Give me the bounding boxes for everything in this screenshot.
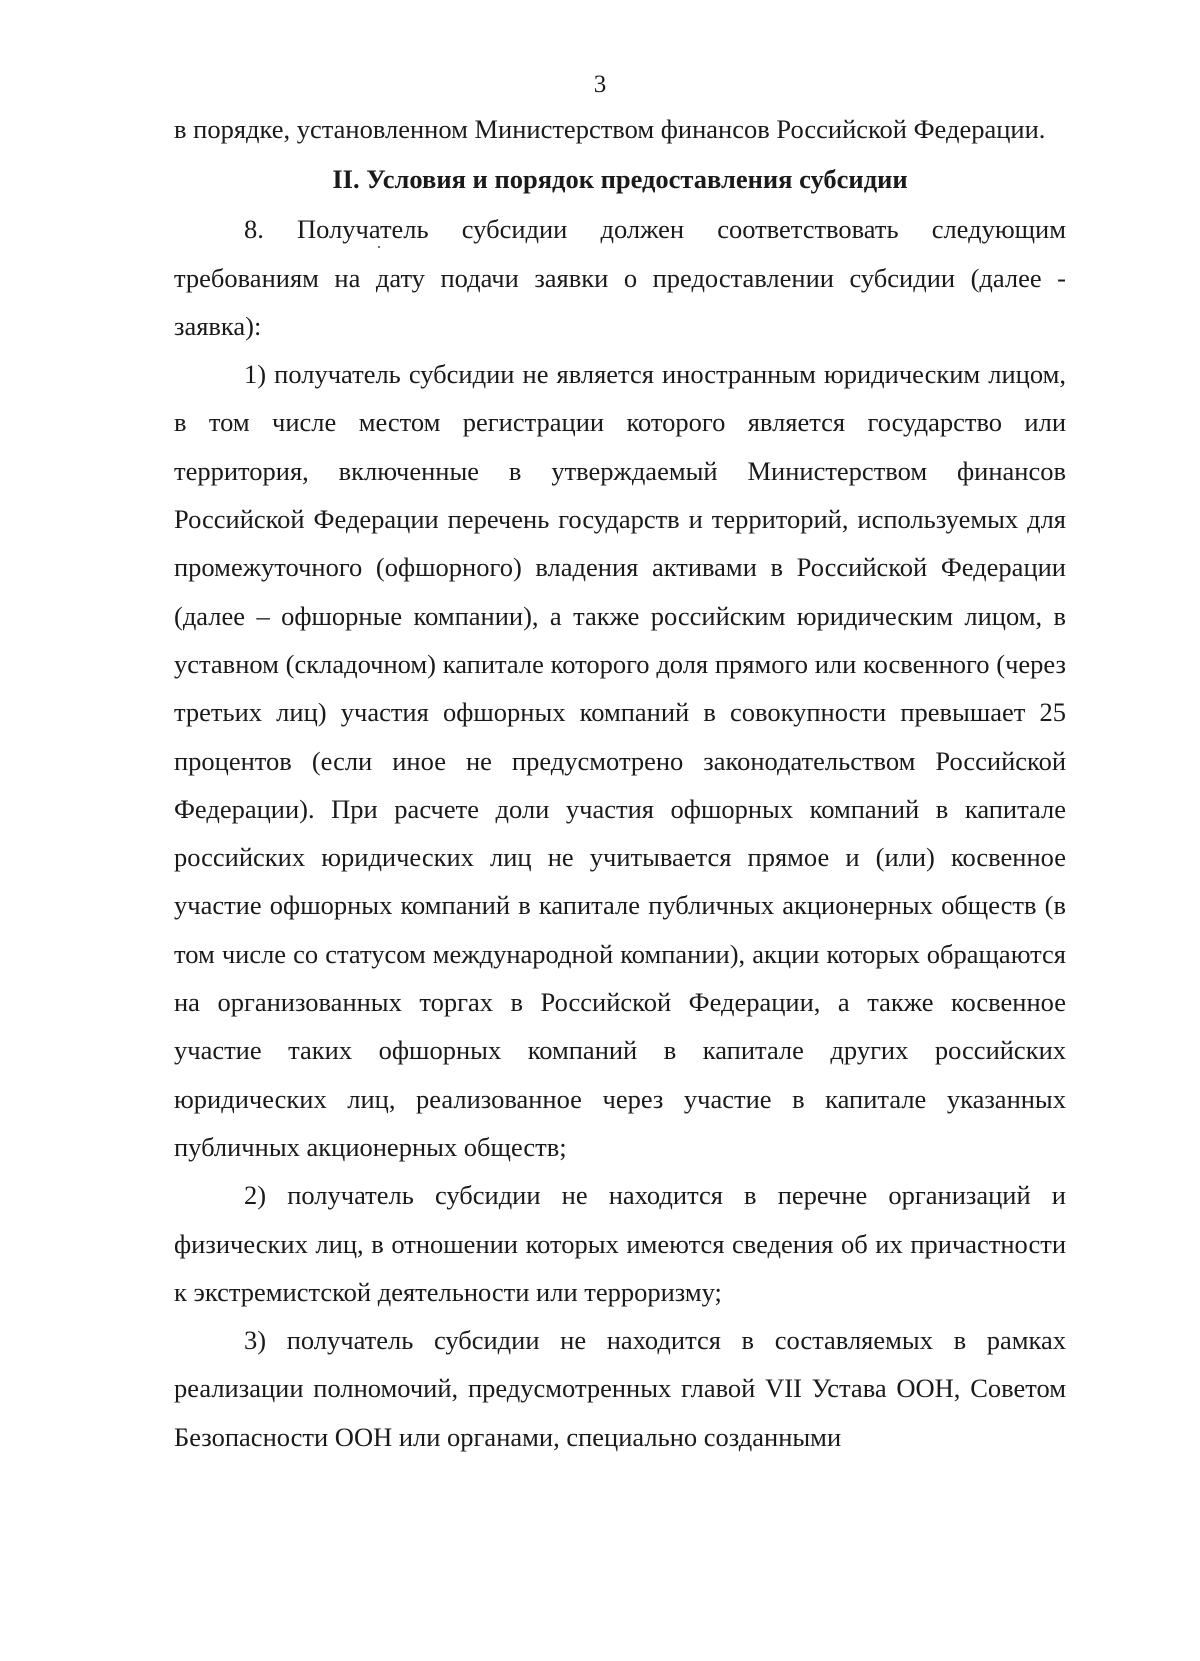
paragraph-item-1: 1) получатель субсидии не является иностранным юридическим лицом, в том числе местом регистрации которого является государство или территория, включенные в утверждаемый Министерством финансов Российской Федерации перечень государств и территорий, используемых для промежуточного (офшорного) владения активами в Российской Федерации (далее – офшорные компании), а также российским юридическим лицом, в уставном (складочном) капитале которого доля прямого или косвенного (через третьих лиц) участия офшорных компаний в совокупности превышает 25 процентов (если иное не предусмотрено законодательством Российской Федерации). При расчете доли участия офшорных компаний в капитале российских юридических лиц не учитывается прямое и (или) косвенное участие офшорных компаний в капитале публичных акционерных обществ (в том числе со статусом международной компании), акции которых обращаются на организованных торгах в Российской Федерации, а также косвенное участие таких офшорных компаний в капитале других российских юридических лиц, реализованное через участие в капитале указанных публичных акционерных обществ;: [174, 359, 1066, 1162]
document-body: [174, 105, 1066, 1461]
paragraph-item-2: 2) получатель субсидии не находится в перечне организаций и физических лиц, в отношении которых имеются сведения об их причастности к экстремистской деятельности или терроризму;: [174, 1180, 1066, 1307]
page-number: 3: [593, 71, 607, 98]
scan-dot-mark: [378, 246, 380, 248]
paragraph-8: 8. Получатель субсидии должен соответствовать следующим требованиям на дату подачи заявки о предоставлении субсидии (далее - заявка):: [174, 214, 1066, 341]
paragraph-item-3: 3) получатель субсидии не находится в составляемых в рамках реализации полномочий, предусмотренных главой VII Устава ООН, Советом Безопасности ООН или органами, специально созданными: [174, 1325, 1066, 1452]
section-heading: II. Условия и порядок предоставления субсидии: [332, 164, 908, 195]
paragraph-continuation: в порядке, установленном Министерством финансов Российской Федерации.: [174, 114, 1046, 144]
